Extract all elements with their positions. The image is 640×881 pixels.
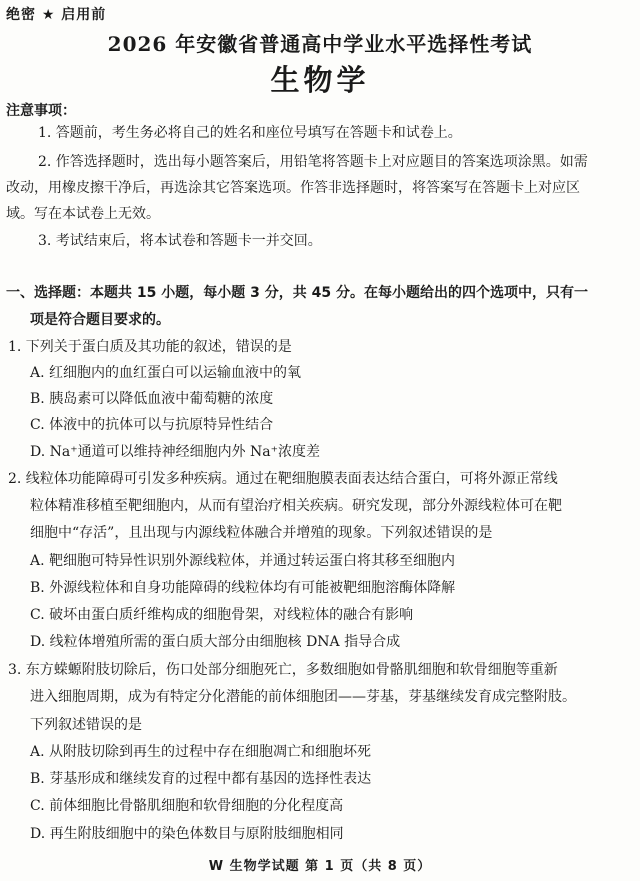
question-3-option-c: C. 前体细胞比骨骼肌细胞和软骨细胞的分化程度高	[30, 798, 344, 814]
notice-line-5: 3. 考试结束后，将本试卷和答题卡一并交回。	[38, 233, 322, 249]
exam-title: 2026 年安徽省普通高中学业水平选择性考试	[107, 32, 533, 56]
question-1-option-d: D. Na⁺通道可以维持神经细胞内外 Na⁺浓度差	[30, 444, 321, 460]
question-3-stem-line-2: 进入细胞周期，成为有特定分化潜能的前体细胞团——芽基，芽基继续发育成完整附肢。	[30, 689, 576, 705]
question-2-stem-line-3: 细胞中“存活”，且出现与内源线粒体融合并增殖的现象。下列叙述错误的是	[30, 525, 493, 541]
section-heading-line-1: 一、选择题：本题共 15 小题，每小题 3 分，共 45 分。在每小题给出的四个选项中，只有一	[6, 285, 588, 301]
question-3-stem-line-3: 下列叙述错误的是	[30, 717, 142, 733]
question-2-stem-line-1: 2. 线粒体功能障碍可引发多种疾病。通过在靶细胞膜表面表达结合蛋白，可将外源正常线	[8, 471, 558, 487]
notice-heading: 注意事项：	[6, 103, 76, 119]
question-2-option-c: C. 破坏由蛋白质纤维构成的细胞骨架，对线粒体的融合有影响	[30, 607, 414, 623]
question-1-stem: 1. 下列关于蛋白质及其功能的叙述，错误的是	[8, 339, 292, 355]
notice-line-4: 域。写在本试卷上无效。	[6, 206, 160, 222]
question-3-option-b: B. 芽基形成和继续发育的过程中都有基因的选择性表达	[30, 771, 372, 787]
question-3-option-a: A. 从附肢切除到再生的过程中存在细胞凋亡和细胞坏死	[30, 744, 372, 760]
question-2-option-b: B. 外源线粒体和自身功能障碍的线粒体均有可能被靶细胞溶酶体降解	[30, 580, 456, 596]
section-heading-line-2: 项是符合题目要求的。	[30, 312, 170, 328]
notice-line-3: 改动，用橡皮擦干净后，再选涂其它答案选项。作答非选择题时，将答案写在答题卡上对应区	[6, 180, 580, 196]
question-1-option-c: C. 体液中的抗体可以与抗原特异性结合	[30, 417, 274, 433]
question-3-stem-line-1: 3. 东方蝾螈附肢切除后，伤口处部分细胞死亡，多数细胞如骨骼肌细胞和软骨细胞等重新	[8, 662, 558, 678]
question-3-option-d: D. 再生附肢细胞中的染色体数目与原附肢细胞相同	[30, 826, 344, 842]
question-2-option-d: D. 线粒体增殖所需的蛋白质大部分由细胞核 DNA 指导合成	[30, 634, 401, 650]
subject-title: 生物学	[270, 63, 370, 97]
question-1-option-a: A. 红细胞内的血红蛋白可以运输血液中的氧	[30, 365, 302, 381]
question-1-option-b: B. 胰岛素可以降低血液中葡萄糖的浓度	[30, 391, 274, 407]
question-2-stem-line-2: 粒体精准移植至靶细胞内，从而有望治疗相关疾病。研究发现，部分外源线粒体可在靶	[30, 498, 562, 514]
secret-label: 绝密 ★ 启用前	[6, 7, 107, 23]
page-footer: W 生物学试题 第 1 页（共 8 页）	[208, 859, 432, 874]
notice-line-1: 1. 答题前，考生务必将自己的姓名和座位号填写在答题卡和试卷上。	[38, 125, 462, 141]
notice-line-2: 2. 作答选择题时，选出每小题答案后，用铅笔将答题卡上对应题目的答案选项涂黑。如需	[38, 154, 588, 170]
question-2-option-a: A. 靶细胞可特异性识别外源线粒体，并通过转运蛋白将其移至细胞内	[30, 553, 456, 569]
